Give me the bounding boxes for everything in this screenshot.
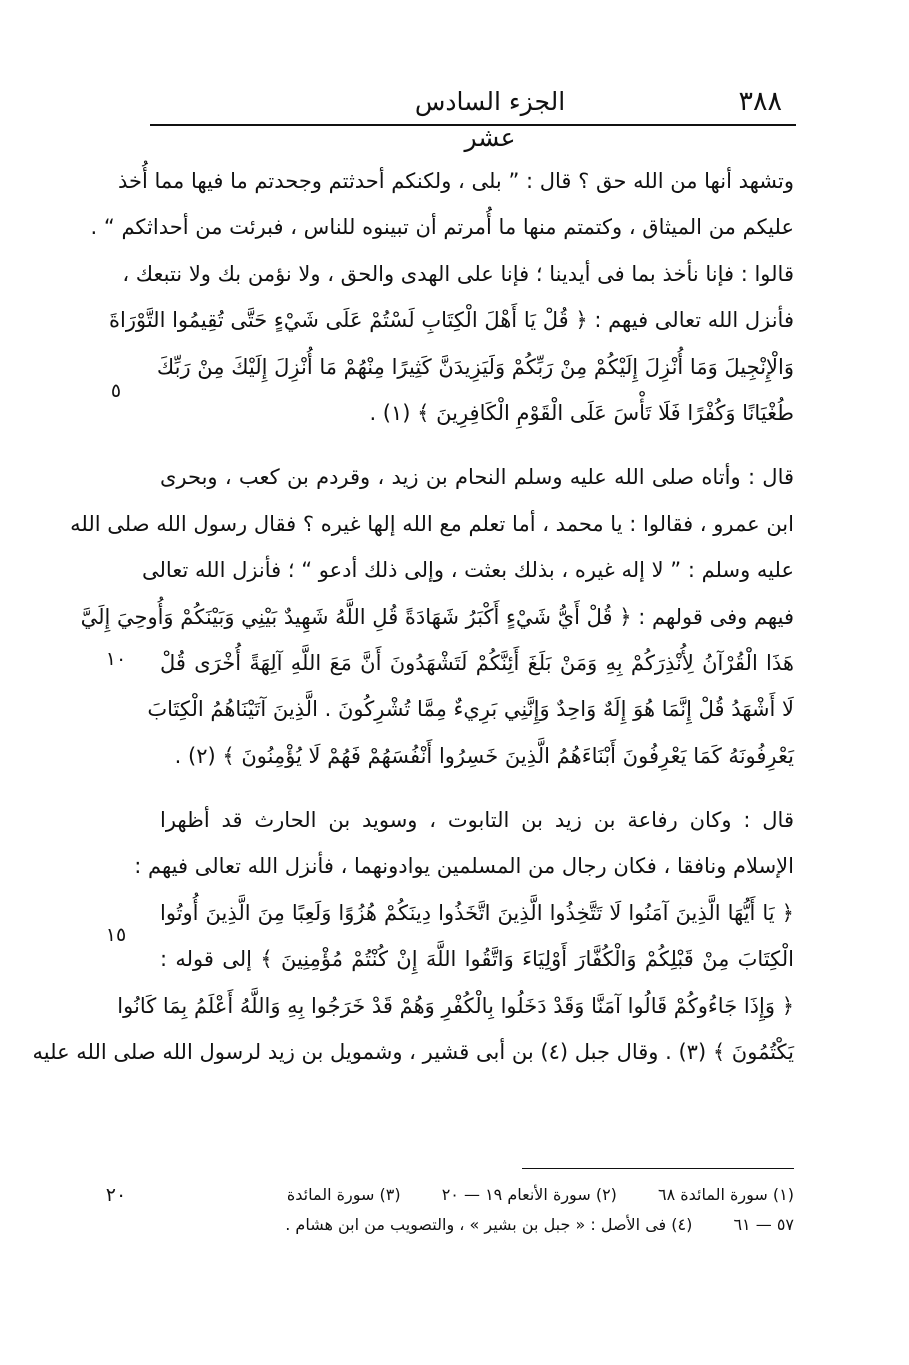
page-header [150,84,796,152]
text-line: عليه وسلم : ” لا إله غيره ، بذلك بعثت ، وإلى ذلك أدعو “ ؛ فأنزل الله تعالى [142,558,794,583]
text-line: عليكم من الميثاق ، وكتمتم منها ما أُمرتم أن تبينوه للناس ، فبرئت من أحداثكم “ . [90,215,794,240]
footnote-1: (١) سورة المائدة ٦٨ [658,1185,794,1204]
quran-line: ﴿ يَا أَيُّهَا الَّذِينَ آمَنُوا لَا تَتَّخِذُوا الَّذِينَ اتَّخَذُوا دِينَكُمْ هُزُوًا وَلَعِبًا مِنَ الَّذِينَ أُوتُوا [160,900,794,925]
page-number: ٣٨٨ [738,86,782,117]
header-rule [150,124,796,126]
footnote-rule [522,1168,794,1169]
text-line: قالوا : فإنا نأخذ بما فى أيدينا ؛ فإنا على الهدى والحق ، ولا نؤمن بك ولا نتبعك ، [122,261,794,286]
quran-line: طُغْيَانًا وَكُفْرًا فَلَا تَأْسَ عَلَى الْقَوْمِ الْكَافِرِينَ ﴾ (١) . [369,400,794,425]
quran-line: يَعْرِفُونَهُ كَمَا يَعْرِفُونَ أَبْنَاءَهُمُ الَّذِينَ خَسِرُوا أَنْفُسَهُمْ فَهُمْ لَا يُؤْمِنُونَ ﴾ (٢) . [174,743,794,768]
quran-line: فيهم وفى قولهم : ﴿ قُلْ أَيُّ شَيْءٍ أَكْبَرُ شَهَادَةً قُلِ اللَّهُ شَهِيدٌ بَيْنِي وَبَيْنَكُمْ وَأُوحِيَ إِلَيَّ [80,604,794,629]
text-line: وتشهد أنها من الله حق ؟ قال : ” بلى ، ولكنكم أحدثتم وجحدتم ما فيها مما أُخذ [118,169,794,193]
paragraph-gap [160,436,794,454]
text-line: قال : وكان رفاعة بن زيد بن التابوت ، وسويد بن الحارث قد أظهرا [160,808,794,833]
margin-line-number: ١٠ [105,648,127,670]
quran-line: هَذَا الْقُرْآنُ لِأُنْذِرَكُمْ بِهِ وَمَنْ بَلَغَ أَئِنَّكُمْ لَتَشْهَدُونَ أَنَّ مَعَ اللَّهِ آلِهَةً أُخْرَى قُلْ [160,650,794,675]
footnote-4: (٤) فى الأصل : « جبل بن بشير » ، والتصويب من ابن هشام . [285,1215,693,1234]
footnote-2: (٢) سورة الأنعام ١٩ — ٢٠ [441,1185,617,1204]
quran-line: فأنزل الله تعالى فيهم : ﴿ قُلْ يَا أَهْلَ الْكِتَابِ لَسْتُمْ عَلَى شَيْءٍ حَتَّى تُقِيمُوا التَّوْرَاةَ [109,308,794,333]
text-line: الإسلام ونافقا ، فكان رجال من المسلمين يوادونهما ، فأنزل الله تعالى فيهم : [134,854,794,879]
text-line: ابن عمرو ، فقالوا : يا محمد ، أما تعلم مع الله إلها غيره ؟ فقال رسول الله صلى الله [70,511,794,536]
text-line: قال : وأتاه صلى الله عليه وسلم النحام بن زيد ، وقردم بن كعب ، وبحرى [160,465,794,490]
footnote-3-continued: ٥٧ — ٦١ [733,1215,794,1234]
footnotes [200,1180,794,1240]
footnote-line [200,1210,794,1240]
quran-line: لَا أَشْهَدُ قُلْ إِنَّمَا هُوَ إِلَهٌ وَاحِدٌ وَإِنَّنِي بَرِيءٌ مِمَّا تُشْرِكُونَ . الَّذِينَ آتَيْنَاهُمُ الْكِتَابَ [147,697,794,722]
quran-line: ﴿ وَإِذَا جَاءُوكُمْ قَالُوا آمَنَّا وَقَدْ دَخَلُوا بِالْكُفْرِ وَهُمْ قَدْ خَرَجُوا بِهِ وَاللَّهُ أَعْلَمُ بِمَا كَانُوا [117,993,794,1018]
running-title: الجزء السادس عشر [414,87,566,152]
quran-line: وَالْإِنْجِيلَ وَمَا أُنْزِلَ إِلَيْكُمْ مِنْ رَبِّكُمْ وَلَيَزِيدَنَّ كَثِيرًا مِنْهُمْ مَا أُنْزِلَ إِلَيْكَ مِنْ رَبِّكَ [156,354,794,379]
margin-line-number: ٥ [110,380,122,402]
footnote-line [200,1180,794,1210]
paragraph-gap [160,779,794,797]
text-line: يَكْتُمُونَ ﴾ (٣) . وقال جبل (٤) بن أبى قشير ، وشمويل بن زيد لرسول الله صلى الله عليه [32,1040,794,1065]
margin-line-number: ١٥ [105,924,127,946]
footnote-3: (٣) سورة المائدة [286,1185,401,1204]
margin-line-number: ٢٠ [105,1184,127,1206]
quran-line: الْكِتَابَ مِنْ قَبْلِكُمْ وَالْكُفَّارَ أَوْلِيَاءَ وَاتَّقُوا اللَّهَ إِنْ كُنْتُمْ مُؤْمِنِينَ ﴾ إلى قوله : [160,947,794,972]
